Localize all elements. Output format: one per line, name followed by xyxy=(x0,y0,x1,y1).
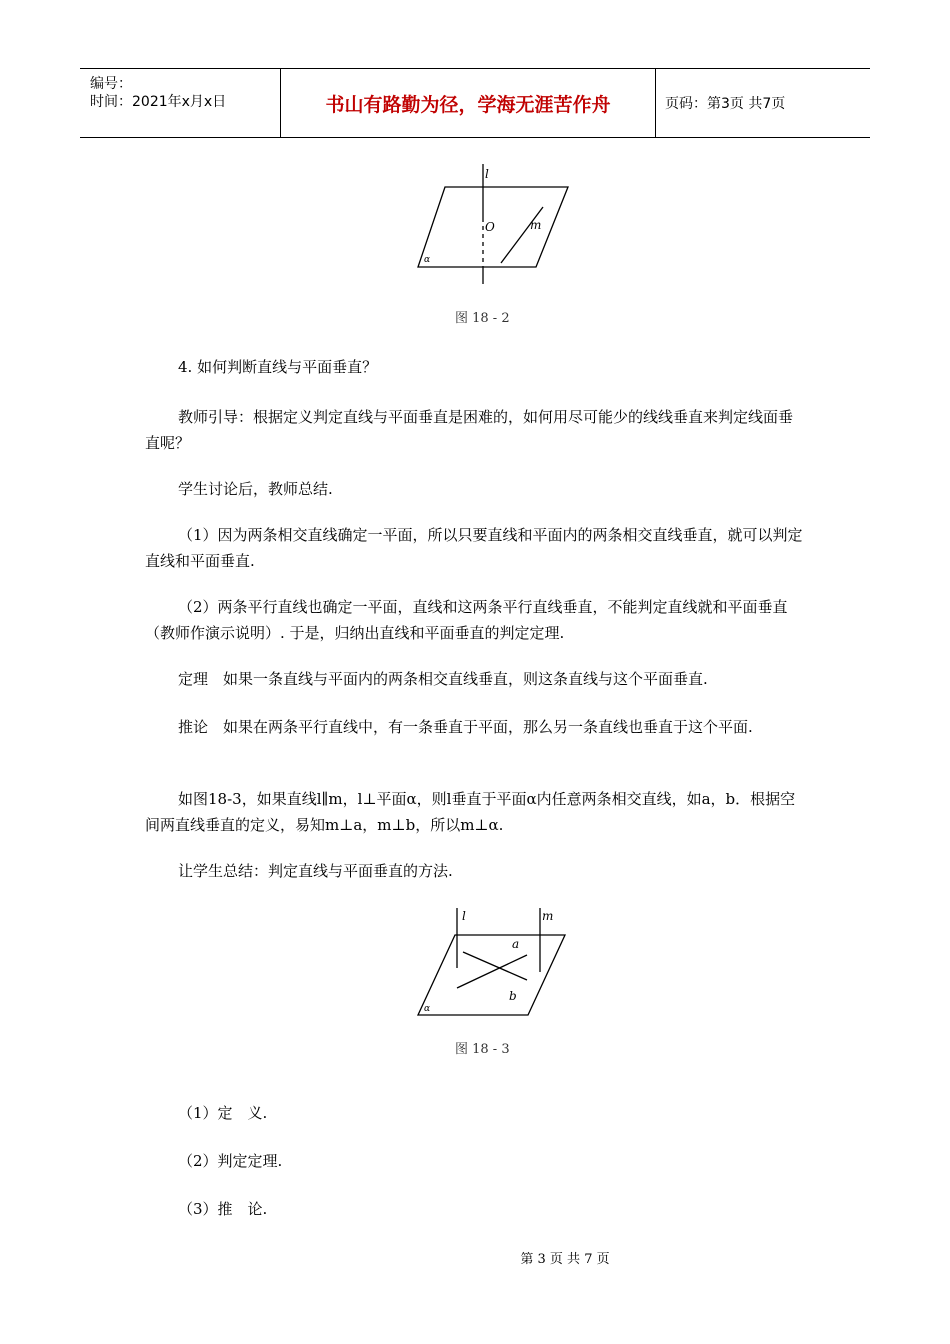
label-l: l xyxy=(462,909,466,923)
label-alpha: α xyxy=(424,1004,431,1014)
label-alpha: α xyxy=(424,255,431,265)
question-4: 4. 如何判断直线与平面垂直？ xyxy=(178,358,378,376)
footer-page-number: 第 3 页 共 7 页 xyxy=(520,1252,610,1267)
discussion: 学生讨论后，教师总结. xyxy=(178,480,333,498)
page-header xyxy=(80,68,870,138)
page-footer xyxy=(0,1248,950,1267)
corollary: 推论 如果在两条平行直线中，有一条垂直于平面，那么另一条直线也垂直于这个平面. xyxy=(178,718,753,736)
line-a xyxy=(457,955,527,988)
label-m: m xyxy=(542,909,554,923)
line-m xyxy=(501,207,543,263)
point-2: （2）两条平行直线也确定一平面，直线和这两条平行直线垂直，不能判定直线就和平面垂直（教师作演示说明）. 于是，归纳出直线和平面垂直的判定定理. xyxy=(145,598,788,642)
label-l: l xyxy=(485,167,489,181)
motto: 书山有路勤为径，学海无涯苦作舟 xyxy=(325,93,611,116)
header-page-info xyxy=(655,69,880,137)
example: 如图18-3，如果直线l∥m，l⊥平面α，则l垂直于平面α内任意两条相交直线，如a，b．根据空间两直线垂直的定义，易知m⊥a，m⊥b，所以m⊥α. xyxy=(145,790,796,834)
figure-18-3-caption: 图 18 - 3 xyxy=(455,1042,510,1057)
label-m: m xyxy=(530,218,542,232)
line-b xyxy=(463,952,527,980)
figure-18-2 xyxy=(410,160,580,290)
label-a: a xyxy=(512,937,520,951)
method-2: （2）判定定理. xyxy=(178,1152,283,1170)
header-motto-cell xyxy=(280,69,656,137)
label-b: b xyxy=(509,989,517,1003)
header-left xyxy=(80,69,280,137)
page-info: 页码：第3页 共7页 xyxy=(665,96,786,112)
point-1: （1）因为两条相交直线确定一平面，所以只要直线和平面内的两条相交直线垂直，就可以判定直线和平面垂直. xyxy=(145,526,803,570)
label-o: O xyxy=(485,220,495,234)
time-label: 时间：2021年x月x日 xyxy=(90,94,227,110)
method-3: （3）推 论. xyxy=(178,1200,268,1218)
plane-alpha xyxy=(418,935,565,1015)
theorem: 定理 如果一条直线与平面内的两条相交直线垂直，则这条直线与这个平面垂直. xyxy=(178,670,708,688)
figure-18-2-caption: 图 18 - 2 xyxy=(455,311,510,326)
figure-18-3 xyxy=(410,900,580,1025)
teacher-guide: 教师引导：根据定义判定直线与平面垂直是困难的，如何用尽可能少的线线垂直来判定线面垂直呢？ xyxy=(145,408,794,452)
number-label: 编号： xyxy=(90,76,132,92)
summary-prompt: 让学生总结：判定直线与平面垂直的方法. xyxy=(178,862,453,880)
method-1: （1）定 义. xyxy=(178,1104,268,1122)
